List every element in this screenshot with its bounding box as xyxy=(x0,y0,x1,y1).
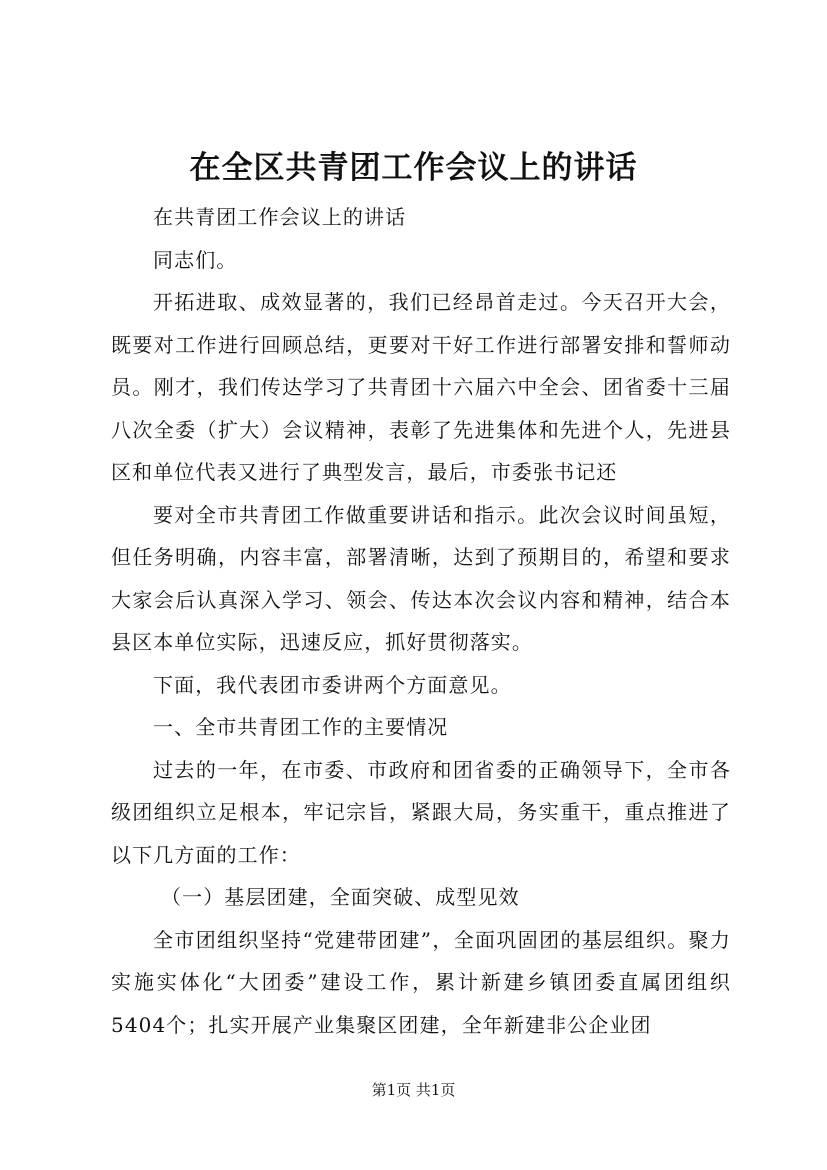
paragraph-purpose: 要对全市共青团工作做重要讲话和指示。此次会议时间虽短，但任务明确，内容丰富，部署清晰，达到了预期目的，希望和要求大家会后认真深入学习、领会、传达本次会议内容和精神，结合本县区本单位实际，迅速反应，抓好贯彻落实。 xyxy=(111,502,731,654)
document-body xyxy=(111,196,731,1046)
paragraph-subtitle: 在共青团工作会议上的讲话 xyxy=(153,205,407,229)
section-heading-1: 一、全市共青团工作的主要情况 xyxy=(153,715,449,739)
page-number: 第1页 共1页 xyxy=(371,1081,456,1099)
paragraph-intro: 下面，我代表团市委讲两个方面意见。 xyxy=(153,672,512,697)
subsection-heading-1: （一）基层团建，全面突破、成型见效 xyxy=(161,885,520,909)
paragraph-salutation: 同志们。 xyxy=(153,247,238,272)
document-title: 在全区共青团工作会议上的讲话 xyxy=(189,150,638,186)
paragraph-review: 过去的一年，在市委、市政府和团省委的正确领导下，全市各级团组织立足根本，牢记宗旨，紧跟大局，务实重干，重点推进了以下几方面的工作： xyxy=(111,757,731,867)
paragraph-grassroots: 全市团组织坚持“党建带团建”，全面巩固团的基层组织。聚力实施实体化“大团委”建设工作，累计新建乡镇团委直属团组织5404个；扎实开展产业集聚区团建，全年新建非公企业团 xyxy=(111,927,731,1037)
paragraph-opening: 开拓进取、成效显著的，我们已经昂首走过。今天召开大会，既要对工作进行回顾总结，更要对干好工作进行部署安排和誓师动员。刚才，我们传达学习了共青团十六届六中全会、团省委十三届八次全委（扩大）会议精神，表彰了先进集体和先进个人，先进县区和单位代表又进行了典型发言，最后，市委张书记还 xyxy=(111,290,731,484)
